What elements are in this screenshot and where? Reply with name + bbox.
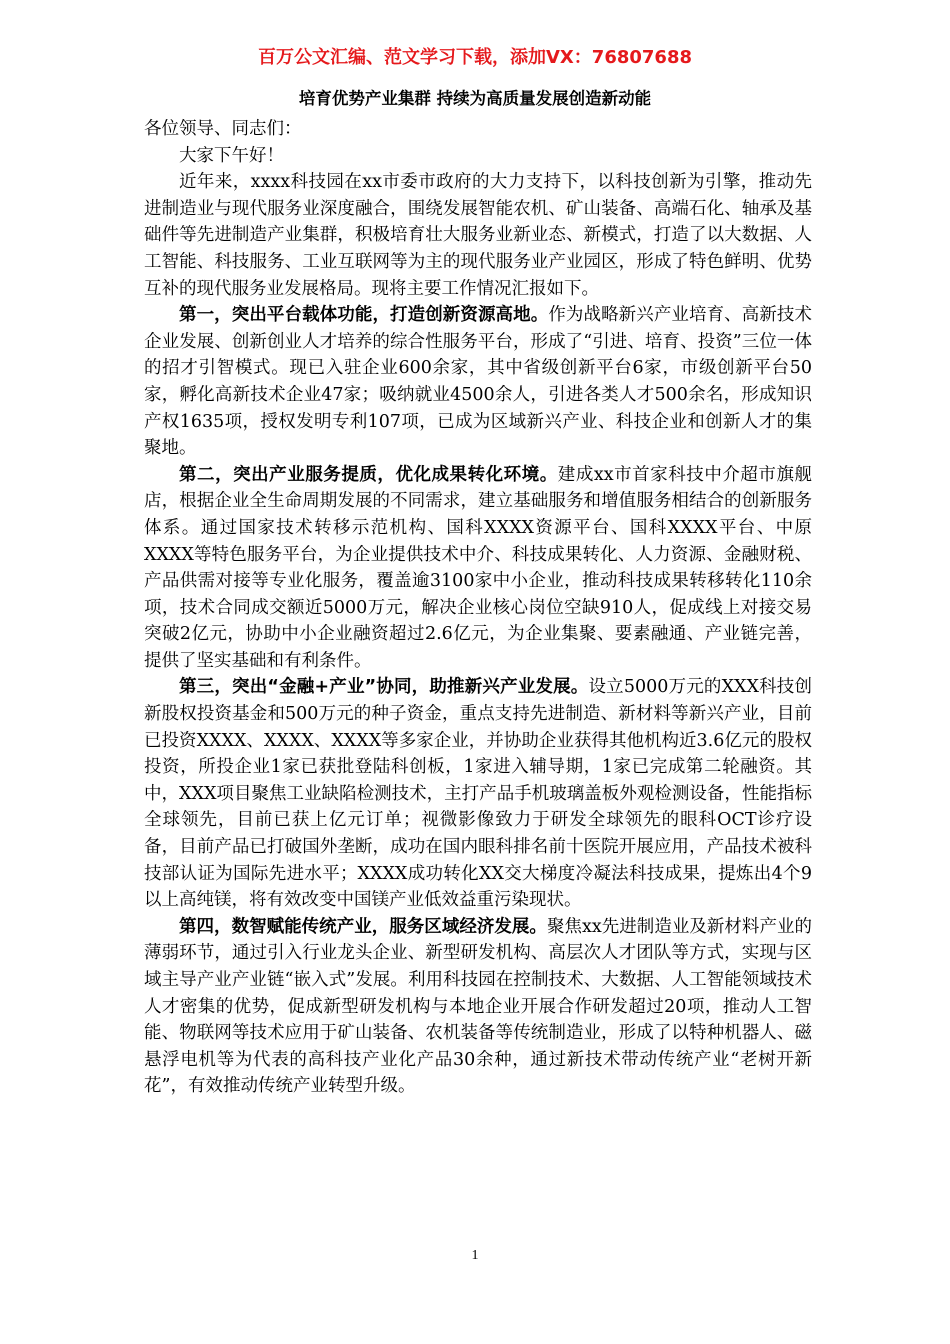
section-text-3: 设立5000万元的XXX科技创新股权投资基金和500万元的种子资金，重点支持先进制造、新材料等新兴产业，目前已投资XXXX、XXXX、XXXX等多家企业，并协助企业获得其他机构近3.6亿元的股权投资，所投企业1家已获批登陆科创板，1家进入辅导期，1家已完成第二轮融资。其中，XXX项目聚焦工业缺陷检测技术，主打产品手机玻璃盖板外观检测设备，性能指标全球领先，目前已获上亿元订单；视微影像致力于研发全球领先的眼科OCT诊疗设备，目前产品已打破国外垄断，成功在国内眼科排名前十医院开展应用，产品技术被科技部认证为国际先进水平；XXXX成功转化XX交大梯度冷凝法科技成果，提炼出4个9以上高纯镁，将有效改变中国镁产业低效益重污染现状。 [144,677,812,911]
document-body [144,116,812,1100]
section-text-1: 作为战略新兴产业培育、高新技术企业发展、创新创业人才培养的综合性服务平台，形成了“引进、培育、投资”三位一体的招才引智模式。现已入驻企业600余家，其中省级创新平台6家，市级创新平台50家，孵化高新技术企业47家；吸纳就业4500余人，引进各类人才500余名，形成知识产权1635项，授权发明专利107项，已成为区域新兴产业、科技企业和创新人才的集聚地。 [144,305,813,459]
page-number: 1 [471,1248,479,1263]
greeting: 大家下午好！ [179,145,284,166]
section-paragraph-1 [144,302,812,462]
watermark-banner: 百万公文汇编、范文学习下载，添加VX：76807688 [257,47,692,68]
document-title: 培育优势产业集群 持续为高质量发展创造新动能 [298,89,652,108]
section-paragraph-3 [144,674,812,913]
salutation: 各位领导、同志们： [144,119,302,139]
section-heading-2: 第二，突出产业服务提质，优化成果转化环境。 [179,464,558,485]
section-heading-1: 第一，突出平台载体功能，打造创新资源高地。 [179,305,549,326]
intro-paragraph: 近年来，xxxx科技园在xx市委市政府的大力支持下，以科技创新为引擎，推动先进制造业与现代服务业深度融合，围绕发展智能农机、矿山装备、高端石化、轴承及基础件等先进制造产业集群，积极培育壮大服务业新业态、新模式，打造了以大数据、人工智能、科技服务、工业互联网等为主的现代服务业产业园区，形成了特色鲜明、优势互补的现代服务业发展格局。现将主要工作情况汇报如下。 [144,172,812,299]
section-text-4: 聚焦xx先进制造业及新材料产业的薄弱环节，通过引入行业龙头企业、新型研发机构、高层次人才团队等方式，实现与区域主导产业产业链“嵌入式”发展。利用科技园在控制技术、大数据、人工智能领域技术人才密集的优势，促成新型研发机构与本地企业开展合作研发超过20项，推动人工智能、物联网等技术应用于矿山装备、农机装备等传统制造业，形成了以特种机器人、磁悬浮电机等为代表的高科技产业化产品30余种，通过新技术带动传统产业“老树开新花”，有效推动传统产业转型升级。 [144,916,812,1097]
section-heading-4: 第四，数智赋能传统产业，服务区域经济发展。 [179,916,547,937]
section-paragraph-2 [144,462,812,675]
section-paragraph-4 [144,914,812,1100]
section-heading-3: 第三，突出“金融+产业”协同，助推新兴产业发展。 [179,677,589,698]
section-text-2: 建成xx市首家科技中介超市旗舰店，根据企业全生命周期发展的不同需求，建立基础服务和增值服务相结合的创新服务体系。通过国家技术转移示范机构、国科XXXX资源平台、国科XXXX平台、中原XXXX等特色服务平台，为企业提供技术中介、科技成果转化、人力资源、金融财税、产品供需对接等专业化服务，覆盖逾3100家中小企业，推动科技成果转移转化110余项，技术合同成交额近5000万元，解决企业核心岗位空缺910人，促成线上对接交易突破2亿元，协助中小企业融资超过2.6亿元，为企业集聚、要素融通、产业链完善，提供了坚实基础和有利条件。 [144,464,812,671]
